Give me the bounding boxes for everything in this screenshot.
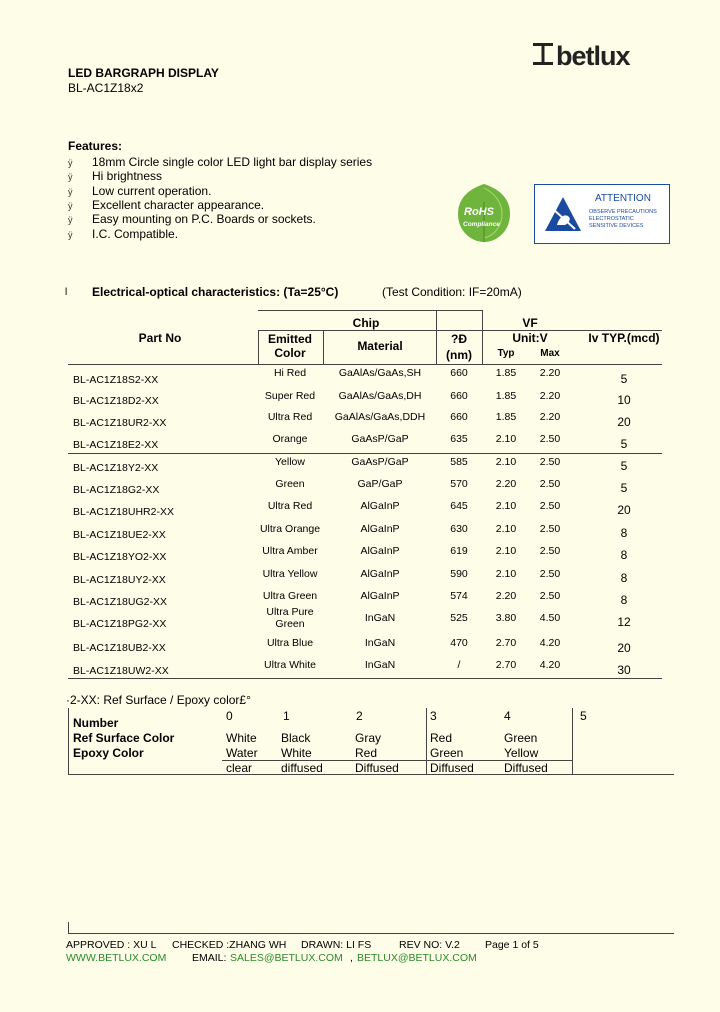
approved-by: APPROVED : XU L (66, 939, 157, 951)
compliance-text: Compliance (463, 221, 500, 228)
email-label: EMAIL: (192, 952, 227, 964)
color-number: 1 (283, 709, 290, 723)
chip-material: InGaN (364, 612, 396, 624)
emitted-color: Ultra Amber (262, 545, 318, 557)
wavelength: 585 (450, 456, 468, 468)
website-link[interactable]: WWW.BETLUX.COM (66, 952, 167, 964)
vf-typ: 2.10 (495, 568, 517, 580)
chip-material: AlGaInP (360, 545, 400, 557)
part-number: BL-AC1Z18YO2-XX (73, 551, 167, 563)
vf-max: 2.20 (539, 390, 561, 402)
vf-typ: 2.20 (495, 590, 517, 602)
attention-line: SENSITIVE DEVICES (589, 223, 644, 229)
vf-typ: 1.85 (495, 411, 517, 423)
chip-material: GaAlAs/GaAs,DDH (334, 411, 426, 423)
part-number: BL-AC1Z18G2-XX (73, 484, 160, 496)
chip-material: AlGaInP (360, 500, 400, 512)
surface-color: White (226, 731, 257, 745)
rohs-text: RoHS (464, 206, 494, 218)
color-table-caption: ·2-XX: Ref Surface / Epoxy color£° (66, 693, 251, 707)
chip-material: AlGaInP (360, 590, 400, 602)
epoxy-color: Green (430, 746, 464, 760)
vf-typ: 2.10 (495, 433, 517, 445)
color-number: 0 (226, 709, 233, 723)
emitted-color: Hi Red (273, 367, 307, 379)
part-number: BL-AC1Z18D2-XX (73, 395, 159, 407)
color-number: 5 (580, 709, 587, 723)
betlux-logo (533, 40, 653, 70)
drawn-by: DRAWN: LI FS (301, 939, 372, 951)
part-number: BL-AC1Z18S2-XX (73, 374, 159, 386)
section-marker: l (65, 287, 68, 298)
chip-material: InGaN (364, 659, 396, 671)
checked-by: CHECKED :ZHANG WH (172, 939, 287, 951)
bullet-icon: ÿ (68, 230, 73, 240)
iv-typ: 5 (620, 372, 628, 386)
chip-material: GaAlAs/GaAs,DH (338, 390, 422, 402)
color-number: 3 (430, 709, 437, 723)
rohs-leaf-icon (456, 182, 512, 244)
header-material: Material (357, 339, 403, 353)
color-number: 4 (504, 709, 511, 723)
epoxy-color: Water (226, 746, 258, 760)
emitted-color: Ultra Yellow (262, 568, 318, 580)
wavelength: 660 (450, 367, 468, 379)
test-condition: (Test Condition: IF=20mA) (382, 285, 522, 299)
header-max: Max (540, 348, 560, 359)
row-label-epoxy: Epoxy Color (73, 746, 144, 760)
section-heading: Electrical-optical characteristics: (Ta=25°C) (92, 285, 339, 299)
iv-typ: 10 (617, 393, 631, 407)
chip-material: InGaN (364, 637, 396, 649)
iv-typ: 8 (620, 548, 628, 562)
header-typ: Typ (497, 348, 515, 359)
iv-typ: 12 (617, 615, 631, 629)
header-emitted: Emitted (267, 332, 312, 346)
bullet-icon: ÿ (68, 172, 73, 182)
vf-max: 4.50 (539, 612, 561, 624)
surface-color: Black (281, 731, 311, 745)
vf-max: 2.50 (539, 545, 561, 557)
email-sales-link[interactable]: SALES@BETLUX.COM (230, 952, 343, 964)
features-heading: Features: (68, 139, 123, 153)
header-wavelength: ?Ð (451, 332, 467, 346)
chip-material: AlGaInP (360, 568, 400, 580)
part-number: BL-AC1Z18E2-XX (73, 439, 159, 451)
chip-material: GaP/GaP (357, 478, 403, 490)
emitted-color: Ultra White (264, 659, 316, 671)
emitted-color: Ultra Blue (266, 637, 314, 649)
header-color: Color (274, 346, 306, 360)
chip-material: AlGaInP (360, 523, 400, 535)
vf-max: 2.20 (539, 411, 561, 423)
vf-typ: 2.70 (495, 659, 517, 671)
epoxy-color: Yellow (504, 746, 539, 760)
vf-typ: 2.10 (495, 456, 517, 468)
revision: REV NO: V.2 (399, 939, 460, 951)
surface-color: Red (430, 731, 453, 745)
iv-typ: 20 (617, 641, 631, 655)
vf-max: 2.50 (539, 568, 561, 580)
epoxy-color: Red (355, 746, 378, 760)
vf-max: 2.50 (539, 478, 561, 490)
wavelength: 619 (450, 545, 468, 557)
epoxy-color-type: clear (226, 761, 253, 775)
wavelength: 525 (450, 612, 468, 624)
vf-max: 4.20 (539, 659, 561, 671)
chip-material: GaAsP/GaP (351, 433, 409, 445)
bullet-icon: ÿ (68, 187, 73, 197)
page-number: Page 1 of 5 (485, 939, 539, 951)
wavelength: 660 (450, 411, 468, 423)
feature-item: ÿ Excellent character appearance. (68, 198, 265, 212)
header-chip: Chip (352, 316, 380, 330)
email-separator: , (350, 952, 353, 964)
epoxy-color: White (281, 746, 312, 760)
wavelength: 645 (450, 500, 468, 512)
emitted-color: Ultra Red (267, 500, 313, 512)
emitted-color: Yellow (275, 456, 305, 468)
surface-color: Gray (355, 731, 382, 745)
epoxy-color-type: diffused (281, 761, 323, 775)
emitted-color: Ultra Green (262, 590, 318, 602)
wavelength: 630 (450, 523, 468, 535)
attention-title: ATTENTION (595, 193, 651, 204)
part-number: BL-AC1Z18UR2-XX (73, 417, 167, 429)
emitted-color: Orange (272, 433, 308, 445)
attention-line: ELECTROSTATIC (589, 216, 634, 222)
chip-material: GaAlAs/GaAs,SH (338, 367, 422, 379)
epoxy-color-type: Diffused (430, 761, 474, 775)
vf-max: 2.50 (539, 523, 561, 535)
email-betlux-link[interactable]: BETLUX@BETLUX.COM (357, 952, 477, 964)
header-iv: Iv TYP.(mcd) (588, 331, 660, 345)
bullet-icon: ÿ (68, 215, 73, 225)
part-number: BL-AC1Z18PG2-XX (73, 618, 167, 630)
wavelength: / (457, 659, 461, 671)
header-vf: VF (522, 316, 538, 330)
feature-item: ÿ Easy mounting on P.C. Boards or sockets. (68, 212, 316, 226)
feature-item: ÿ Hi brightness (68, 169, 163, 183)
esd-attention-badge (534, 184, 670, 244)
esd-warning-icon (543, 195, 583, 233)
brand-text: betlux (556, 41, 630, 70)
vf-typ: 2.20 (495, 478, 517, 490)
emitted-color: Ultra Red (267, 411, 313, 423)
iv-typ: 5 (620, 459, 628, 473)
vf-typ: 3.80 (495, 612, 517, 624)
iv-typ: 5 (620, 481, 628, 495)
chip-material: GaAsP/GaP (351, 456, 409, 468)
header-vf-unit: Unit:V (512, 331, 548, 345)
row-label-surface: Ref Surface Color (73, 731, 175, 745)
iv-typ: 20 (617, 415, 631, 429)
vf-typ: 2.70 (495, 637, 517, 649)
iv-typ: 30 (617, 663, 631, 677)
feature-item: ÿ I.C. Compatible. (68, 227, 179, 241)
epoxy-color-type: Diffused (355, 761, 399, 775)
model-number: BL-AC1Z18x2 (68, 81, 144, 95)
color-number: 2 (356, 709, 363, 723)
part-number: BL-AC1Z18UW2-XX (73, 665, 169, 677)
vf-max: 2.50 (539, 433, 561, 445)
header-wavelength-unit: (nm) (446, 348, 472, 362)
bullet-icon: ÿ (68, 201, 73, 211)
emitted-color: Super Red (264, 390, 316, 402)
surface-color: Green (504, 731, 538, 745)
part-number: BL-AC1Z18Y2-XX (73, 462, 159, 474)
vf-max: 2.50 (539, 456, 561, 468)
attention-line: OBSERVE PRECAUTIONS (589, 209, 657, 215)
wavelength: 470 (450, 637, 468, 649)
document-title: LED BARGRAPH DISPLAY (68, 66, 219, 80)
vf-typ: 2.10 (495, 500, 517, 512)
feature-item: ÿ 18mm Circle single color LED light bar display series (68, 155, 373, 169)
header-part-no: Part No (138, 331, 182, 345)
iv-typ: 8 (620, 526, 628, 540)
vf-max: 2.20 (539, 367, 561, 379)
part-number: BL-AC1Z18UB2-XX (73, 642, 166, 654)
part-number: BL-AC1Z18UHR2-XX (73, 506, 174, 518)
vf-max: 4.20 (539, 637, 561, 649)
epoxy-color-type: Diffused (504, 761, 548, 775)
part-number: BL-AC1Z18UY2-XX (73, 574, 166, 586)
wavelength: 590 (450, 568, 468, 580)
emitted-color: Ultra Pure Green (266, 606, 314, 630)
iv-typ: 8 (620, 593, 628, 607)
emitted-color: Green (275, 478, 305, 490)
bullet-icon: ÿ (68, 158, 73, 168)
iv-typ: 5 (620, 437, 628, 451)
emitted-color: Ultra Orange (259, 523, 321, 535)
iv-typ: 8 (620, 571, 628, 585)
part-number: BL-AC1Z18UE2-XX (73, 529, 166, 541)
wavelength: 635 (450, 433, 468, 445)
vf-typ: 1.85 (495, 367, 517, 379)
wavelength: 570 (450, 478, 468, 490)
vf-max: 2.50 (539, 590, 561, 602)
vf-typ: 2.10 (495, 545, 517, 557)
wavelength: 574 (450, 590, 468, 602)
row-label-number: Number (73, 716, 119, 730)
iv-typ: 20 (617, 503, 631, 517)
vf-typ: 2.10 (495, 523, 517, 535)
part-number: BL-AC1Z18UG2-XX (73, 596, 167, 608)
vf-typ: 1.85 (495, 390, 517, 402)
vf-max: 2.50 (539, 500, 561, 512)
wavelength: 660 (450, 390, 468, 402)
feature-item: ÿ Low current operation. (68, 184, 212, 198)
